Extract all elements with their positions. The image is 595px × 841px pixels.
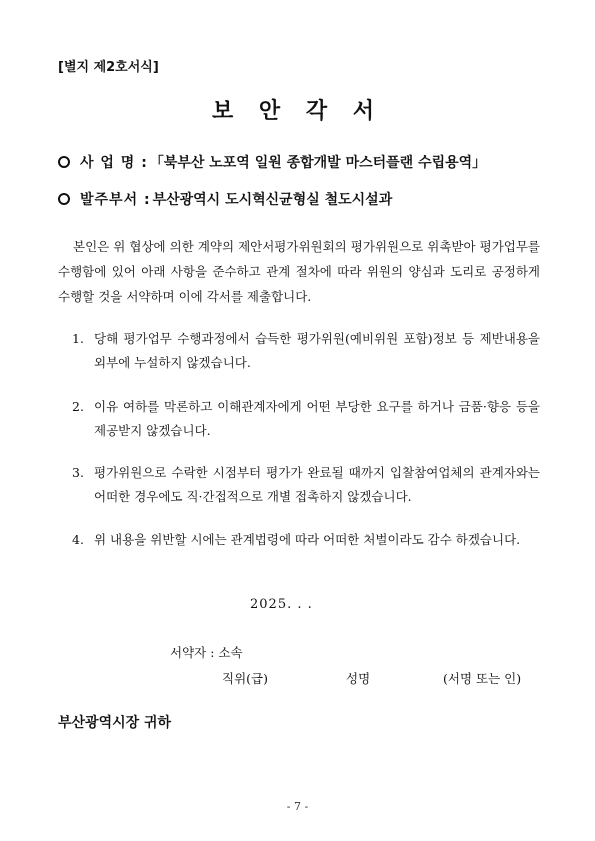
addressee: 부산광역시장 귀하 bbox=[58, 715, 172, 731]
department-label: 발주부서 : bbox=[80, 192, 151, 208]
department-row bbox=[58, 189, 392, 209]
signature-label: (서명 또는 인) bbox=[443, 671, 522, 686]
item-text: 이유 여하를 막론하고 이해관계자에게 어떤 부당한 요구를 하거나 금품·향응 등을 제공받지 않겠습니다. bbox=[94, 399, 540, 438]
pledge-item bbox=[72, 461, 540, 509]
item-number: 1. bbox=[72, 331, 84, 346]
circle-bullet-icon bbox=[58, 193, 70, 205]
project-label: 사 업 명 : bbox=[80, 155, 148, 171]
form-label: [별지 제2호서식] bbox=[58, 60, 159, 75]
department-value: 부산광역시 도시혁신균형실 철도시설과 bbox=[152, 192, 393, 208]
item-number: 3. bbox=[72, 465, 84, 480]
item-number: 4. bbox=[72, 532, 84, 547]
page-number: - 7 - bbox=[286, 800, 309, 813]
circle-bullet-icon bbox=[58, 156, 70, 168]
item-text: 평가위원으로 수락한 시점부터 평가가 완료될 때까지 입찰참여업체의 관계자와는 어떠한 경우에도 직·간접적으로 개별 접촉하지 않겠습니다. bbox=[94, 465, 540, 504]
name-label: 성명 bbox=[346, 671, 371, 686]
pledger-affiliation: 서약자 : 소속 bbox=[170, 645, 243, 660]
item-text: 위 내용을 위반할 시에는 관계법령에 따라 어떠한 처벌이라도 감수 하겠습니다. bbox=[94, 532, 521, 547]
project-row bbox=[58, 152, 486, 172]
item-text: 당해 평가업무 수행과정에서 습득한 평가위원(예비위원 포함)정보 등 제반내용을 외부에 누설하지 않겠습니다. bbox=[94, 331, 540, 370]
date-line: 2025. . . bbox=[250, 597, 313, 612]
document-title: 보 안 각 서 bbox=[212, 99, 383, 124]
item-number: 2. bbox=[72, 399, 84, 414]
project-value: 「북부산 노포역 일원 종합개발 마스터플랜 수립용역」 bbox=[149, 155, 487, 171]
pledge-item bbox=[72, 395, 540, 443]
position-label: 직위(급) bbox=[222, 671, 268, 686]
pledge-item bbox=[72, 327, 540, 375]
pledge-item bbox=[72, 528, 540, 552]
intro-paragraph: 본인은 위 협상에 의한 계약의 제안서평가위원회의 평가위원으로 위촉받아 평가업무를 수행함에 있어 아래 사항을 준수하고 관계 절차에 따라 위원의 양심과 도리로 공정하게 수행할 것을 서약하며 이에 각서를 제출합니다. bbox=[58, 239, 540, 304]
